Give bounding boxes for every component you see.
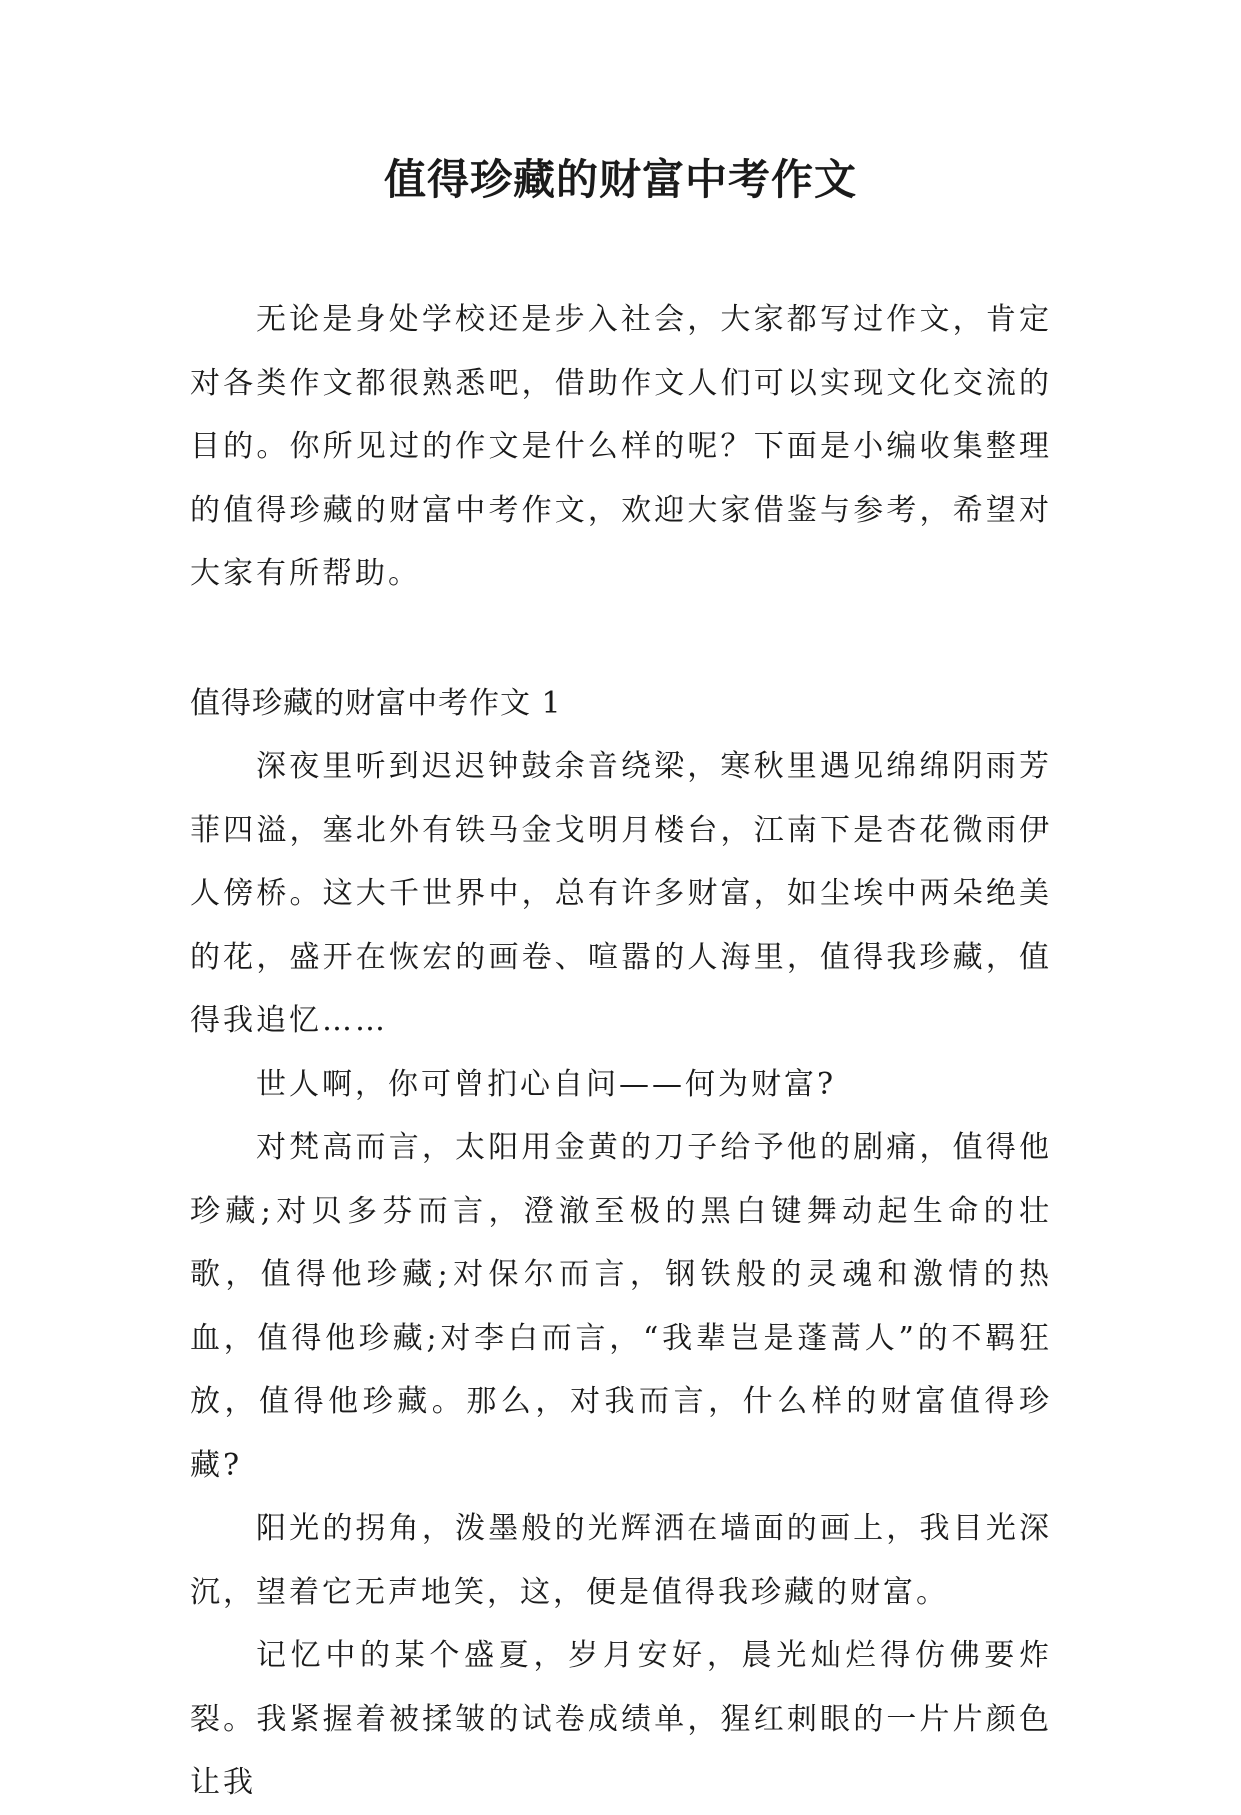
document-body [190,288,1052,1815]
body-paragraph: 记忆中的某个盛夏，岁月安好，晨光灿烂得仿佛要炸裂。我紧握着被揉皱的试卷成绩单，猩红刺眼的一片片颜色让我 [190,1638,1052,1800]
intro-paragraph: 无论是身处学校还是步入社会，大家都写过作文，肯定对各类作文都很熟悉吧，借助作文人们可以实现文化交流的目的。你所见过的作文是什么样的呢？下面是小编收集整理的值得珍藏的财富中考作文，欢迎大家借鉴与参考，希望对大家有所帮助。 [190,302,1052,591]
body-paragraph: 深夜里听到迟迟钟鼓余音绕梁，寒秋里遇见绵绵阴雨芳菲四溢，塞北外有铁马金戈明月楼台，江南下是杏花微雨伊人傍桥。这大千世界中，总有许多财富，如尘埃中两朵绝美的花，盛开在恢宏的画卷、喧嚣的人海里，值得我珍藏，值得我追忆…… [190,749,1052,1038]
essay-heading: 值得珍藏的财富中考作文 1 [190,685,562,721]
body-paragraph: 世人啊，你可曾扪心自问——何为财富? [256,1066,837,1102]
document-title: 值得珍藏的财富中考作文 [383,155,857,204]
body-paragraph: 对梵高而言，太阳用金黄的刀子给予他的剧痛，值得他珍藏;对贝多芬而言，澄澈至极的黑白键舞动起生命的壮歌，值得他珍藏;对保尔而言，钢铁般的灵魂和激情的热血，值得他珍藏;对李白而言，“我辈岂是蓬蒿人”的不羁狂放，值得他珍藏。那么，对我而言，什么样的财富值得珍藏? [190,1130,1052,1483]
body-paragraph: 阳光的拐角，泼墨般的光辉洒在墙面的画上，我目光深沉，望着它无声地笑，这，便是值得我珍藏的财富。 [190,1511,1052,1610]
